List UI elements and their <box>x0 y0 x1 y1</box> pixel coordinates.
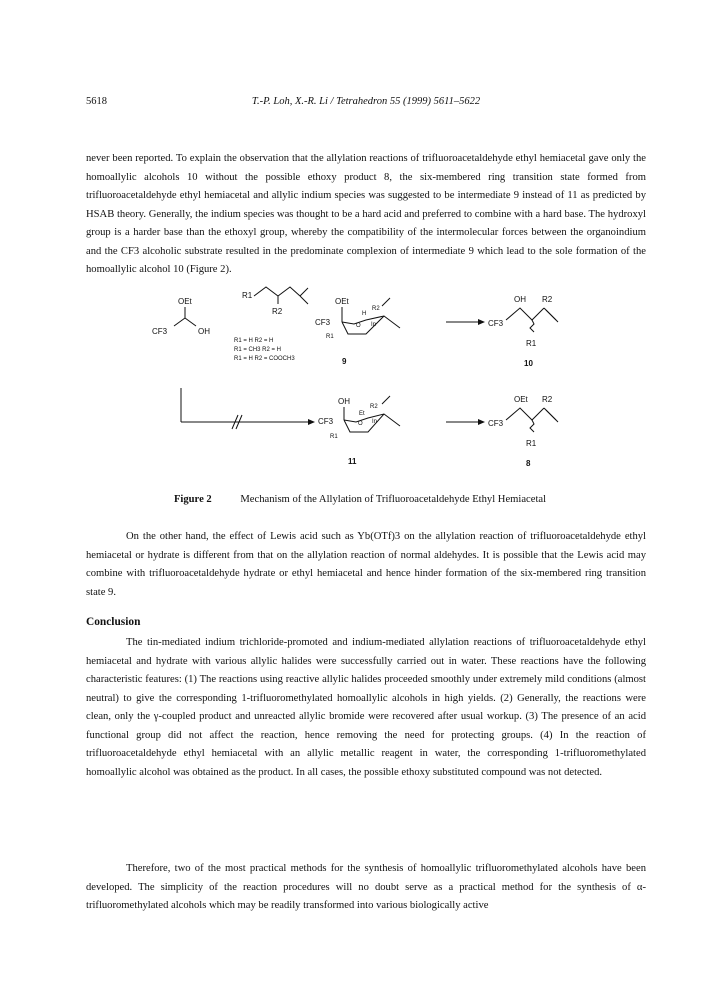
label-et-11: Et <box>359 411 365 417</box>
page-number: 5618 <box>86 96 107 107</box>
label-r1-10: R1 <box>526 339 537 348</box>
label-r1: R1 <box>242 291 253 300</box>
intermediate-11 <box>318 396 400 466</box>
reaction-scheme <box>86 282 646 482</box>
label-in-9: In <box>371 322 377 328</box>
hemiacetal-structure <box>152 297 210 336</box>
label-o-11: O <box>358 421 363 427</box>
label-r1-9: R1 <box>326 334 334 340</box>
running-title: T.-P. Loh, X.-R. Li / Tetrahedron 55 (1999) 5611–5622 <box>251 96 481 107</box>
substituent-line-3: R1 = H R2 = COOCH3 <box>234 356 295 362</box>
label-oet-9: OEt <box>335 297 349 306</box>
label-r2-10: R2 <box>542 295 553 304</box>
label-cf3-9: CF3 <box>315 318 331 327</box>
compound-number-9: 9 <box>342 357 347 366</box>
label-oet: OEt <box>178 297 192 306</box>
label-cf3: CF3 <box>152 327 168 336</box>
intermediate-9 <box>315 297 400 366</box>
figure-caption <box>0 494 720 505</box>
label-r2: R2 <box>272 307 283 316</box>
compound-number-10: 10 <box>524 359 533 368</box>
label-oh: OH <box>198 327 210 336</box>
label-r1-11: R1 <box>330 434 338 440</box>
label-o-9: O <box>356 323 361 329</box>
label-cf3-10: CF3 <box>488 319 504 328</box>
body-paragraph-hsab: never been reported. To explain the observation that the allylation reactions of trifluoroacetaldehyde ethyl hemiacetal gave only the homoallylic alcohols 10 without the possible ethoxy product 8, the six-membered ring transition state formed from trifluoroacetaldehyde ethyl hemiacetal and allylic indium species was suggested to be intermediate 9 instead of 11 as predicted by HSAB theory. Generally, the indium species was thought to be a hard acid and preferred to combine with a hard base. The hydroxyl group is a harder base than the ethoxyl group, whereby the compatibility of the intermolecular forces between the organoindium and the CF3 alcoholic substrate resulted in the predominate complexion of intermediate 9 which lead to the sole formation of the homoallylic alcohol 10 (Figure 2). <box>86 153 646 275</box>
label-r2-8: R2 <box>542 395 553 404</box>
label-r2-11: R2 <box>370 404 378 410</box>
page-header <box>86 96 646 112</box>
label-cf3-11: CF3 <box>318 417 334 426</box>
label-in-11: In <box>372 419 378 425</box>
substituent-line-2: R1 = CH3 R2 = H <box>234 347 282 353</box>
conclusion-paragraph-2: Therefore, two of the most practical methods for the synthesis of homoallylic trifluoromethylated alcohols have been developed. The simplicity of the reaction procedures will no doubt serve as a practical method for the synthesis of α-trifluoromethylated alcohols which may be readily transformed into various biologically active <box>86 863 646 911</box>
label-oh-11: OH <box>338 397 350 406</box>
figure-caption-text: Mechanism of the Allylation of Trifluoroacetaldehyde Ethyl Hemiacetal <box>240 494 547 505</box>
label-h-9: H <box>362 311 367 317</box>
conclusion-paragraph-1: The tin-mediated indium trichloride-promoted and indium-mediated allylation reactions of trifluoroacetaldehyde ethyl hemiacetal and hydrate with various allylic halides were successfully carried out in water. These reactions have the following characteristic features: (1) The reactions using reactive allylic halides proceeded smoothly under extremely mild conditions (almost neutral) to give the corresponding 1-trifluoromethylated homoallylic alcohols in high yields. (2) Generally, the reactions were clean, only the γ-coupled product and unreacted allylic bromide were recovered after usual workup. (3) The presence of an acid functional group did not affect the reaction, hence removing the need for protecting groups. (4) In the reaction of trifluoroacetaldehyde ethyl hemiacetal with an allylic metallic reagent in water, the corresponding 1-trifluoromethylated homoallylic alcohol was obtained as the product. In all cases, the possible ethoxy substituted compound was not detected. <box>86 637 646 778</box>
label-oh-10: OH <box>514 295 526 304</box>
label-r2-9: R2 <box>372 306 380 312</box>
section-heading-conclusion: Conclusion <box>86 616 141 628</box>
figure-2-scheme <box>86 282 646 482</box>
substituent-line-1: R1 = H R2 = H <box>234 338 274 344</box>
compound-number-11: 11 <box>348 457 357 466</box>
compound-number-8: 8 <box>526 459 531 468</box>
product-8 <box>488 395 558 468</box>
allylindium-reagent <box>234 287 308 362</box>
body-paragraph-lewis-acid: On the other hand, the effect of Lewis acid such as Yb(OTf)3 on the allylation reaction of trifluoroacetaldehyde ethyl hemiacetal or hydrate is different from that on the allylation reaction of normal aldehydes. It is possible that the Lewis acid may combine with trifluoroacetaldehyde hydrate or ethyl hemiacetal and hence hinder formation of the six-membered ring transition state 9. <box>86 531 646 598</box>
figure-label: Figure 2 <box>173 494 212 505</box>
label-oet-8: OEt <box>514 395 528 404</box>
product-10 <box>488 295 558 368</box>
label-r1-8: R1 <box>526 439 537 448</box>
label-cf3-8: CF3 <box>488 419 504 428</box>
